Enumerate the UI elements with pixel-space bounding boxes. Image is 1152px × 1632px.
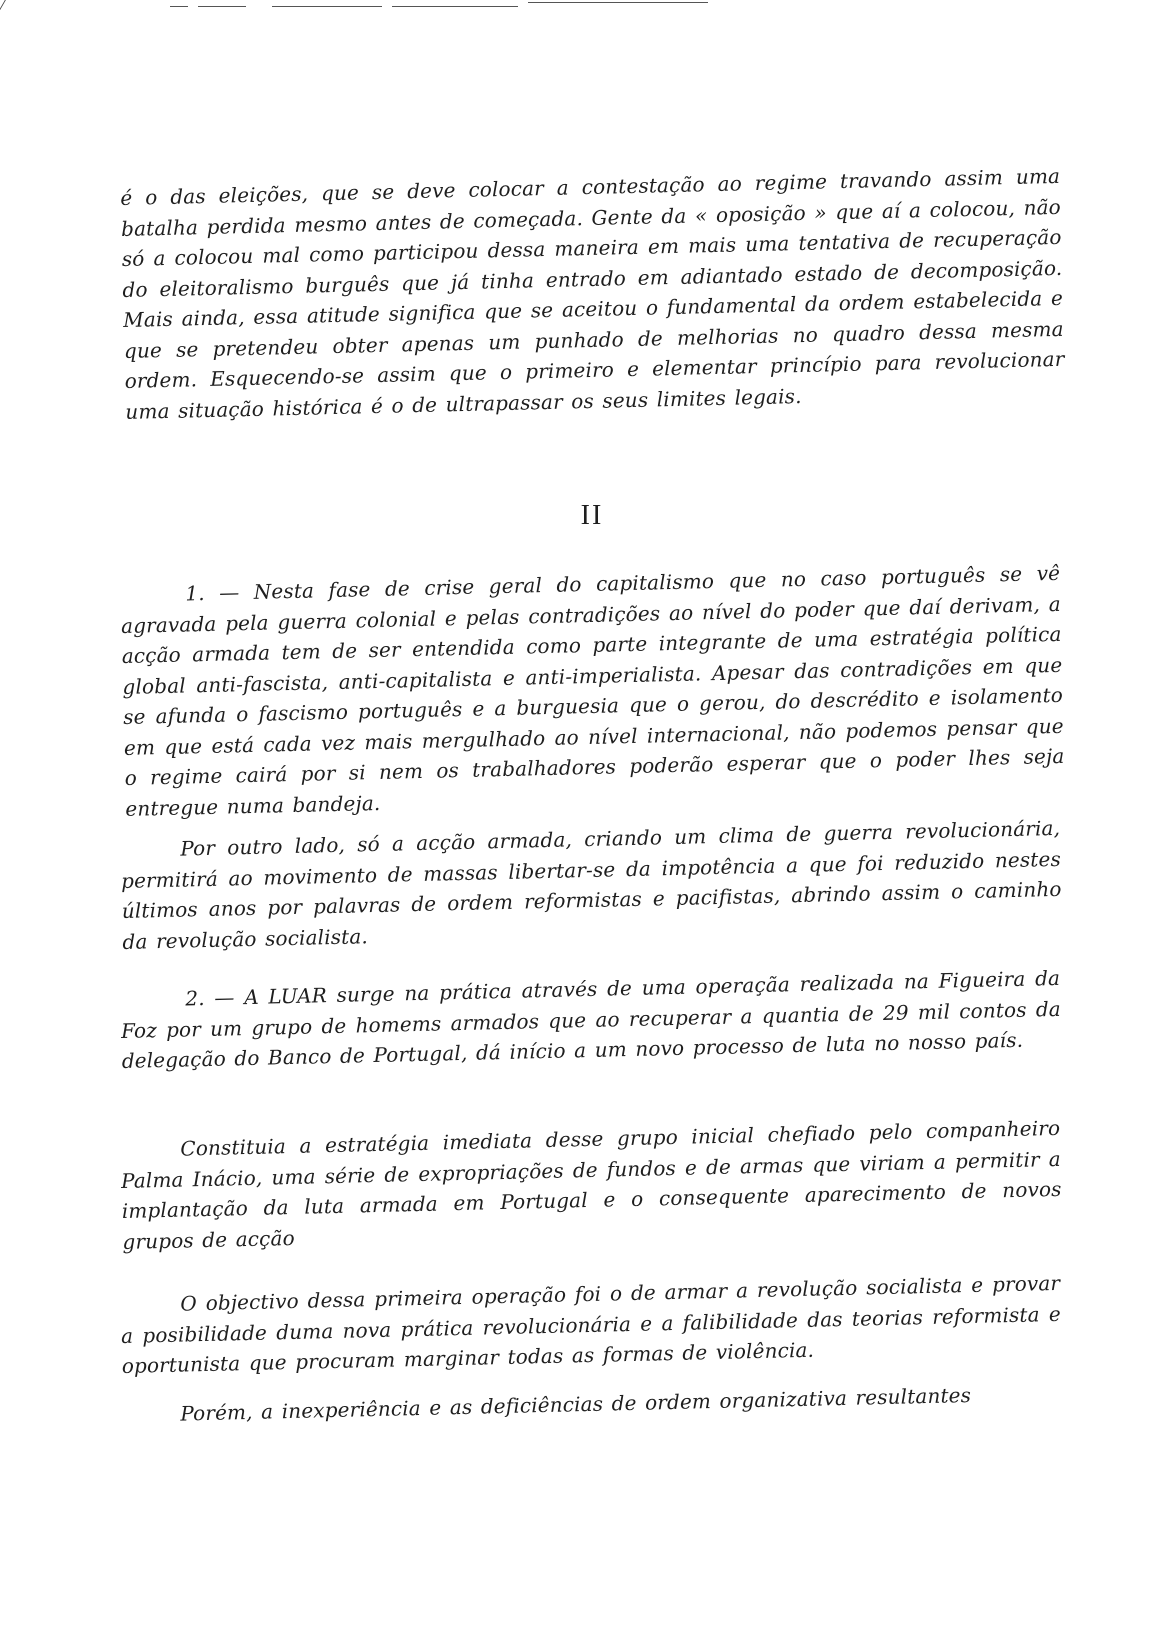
paragraph: Porém, a inexperiência e as deficiências de ordem organizativa resultantes (180, 1382, 972, 1426)
paragraph: O objectivo dessa primeira operação foi o de armar a revolução socialista e provar a posibilidade duma nova prática revolucionária e a falibilidade das teorias reformista e oportunista que procuram marginar todas as formas de violência. (120, 1270, 1062, 1378)
paragraph: Constituia a estratégia imediata desse grupo inicial chefiado pelo companheiro Palma Inácio, uma série de expropriações de fundos e de armas que viriam a permitir a implantação da luta armada em Portugal e o consequente aparecimento de novos grupos de acção (120, 1115, 1062, 1254)
intro-paragraph-block (120, 161, 1065, 427)
paragraph-block (120, 963, 1062, 1077)
paragraph: 2. — A LUAR surge na prática através de uma operaçãa realizada na Figueira da Foz por um grupo de homems armados que ao recuperar a quantia de 29 mil contos da delegação do Banco de Portugal, dá início a um novo processo de luta no nosso país. (120, 965, 1062, 1073)
paragraph-block (120, 1268, 1062, 1382)
intro-paragraph: é o das eleições, que se deve colocar a contestação ao regime travando assim uma batalha perdida mesmo antes de começada. Gente da « oposição » que aí a colocou, não só a colocou mal como participou dessa maneira em mais uma tentativa de recuperação do eleitoralismo burguês que já tinha entrado em adiantado estado de decomposição. Mais ainda, essa atitude significa que se aceitou o fundamental da ordem estabelecida e que se pretendeu obter apenas um punhado de melhorias no quadro dessa mesma ordem. Esquecendo-se assim que o primeiro e elementar princípio para revolucionar uma situação histórica é o de ultrapassar os seus limites legais. (120, 163, 1065, 424)
paragraph-block (120, 558, 1065, 824)
paragraph: Por outro lado, só a acção armada, criando um clima de guerra revolucionária, permitirá ao movimento de massas libertar-se da impotência a que foi reduzido nestes últimos anos por palavras de ordem reformistas e pacifistas, abrindo assim o caminho da revolução socialista. (120, 815, 1062, 954)
paragraph: 1. — Nesta fase de crise geral do capitalismo que no caso português se vê agravada pela guerra colonial e pelas contradições ao nível do poder que daí derivam, a acção armada tem de ser entendida como parte integrante de uma estratégia política global anti-fascista, anti-capitalista e anti-imperialista. Apesar das contradições em que se afunda o fascismo português e a burguesia que o gerou, do descrédito e isolamento em que está cada vez mais mergulhado ao nível internacional, não podemos pensar que o regime cairá por si nem os trabalhadores poderão esperar que o poder lhes seja entregue numa bandeja. (120, 560, 1065, 821)
paragraph-block (120, 1378, 1060, 1431)
section-heading: II (580, 500, 604, 531)
paragraph-block (120, 1113, 1063, 1257)
paragraph-block (120, 813, 1063, 957)
